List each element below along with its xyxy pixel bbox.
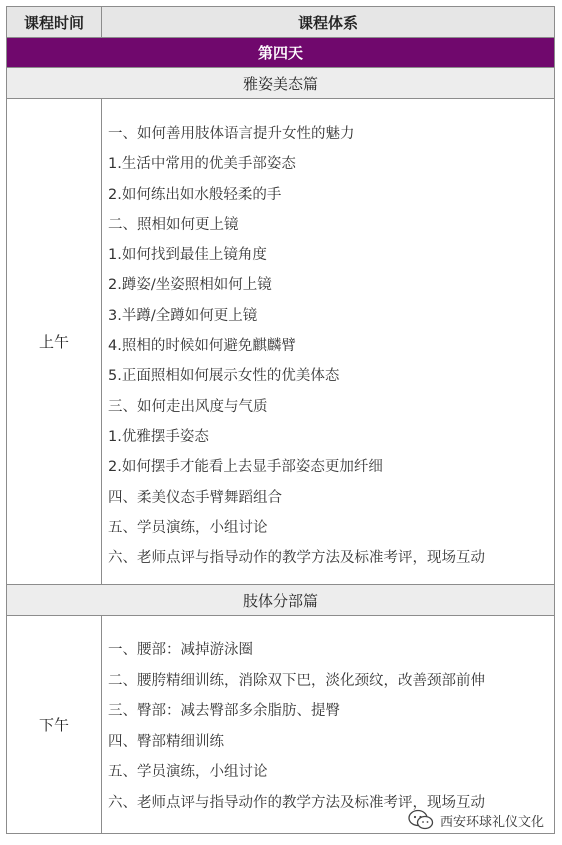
list-item: 1.生活中常用的优美手部姿态 bbox=[108, 156, 296, 173]
list-item: 2.如何练出如水般轻柔的手 bbox=[108, 186, 282, 203]
day-title: 第四天 bbox=[6, 38, 555, 68]
list-item: 一、腰部：减掉游泳圈 bbox=[108, 642, 253, 658]
header-time: 课程时间 bbox=[7, 7, 102, 37]
list-item: 三、臀部：减去臀部多余脂肪、提臀 bbox=[108, 703, 340, 719]
morning-time: 上午 bbox=[7, 99, 102, 584]
afternoon-row bbox=[6, 616, 555, 834]
morning-row bbox=[6, 99, 555, 585]
morning-items bbox=[102, 99, 554, 584]
afternoon-section-title: 肢体分部篇 bbox=[6, 585, 555, 616]
list-item: 三、如何走出风度与气质 bbox=[108, 398, 268, 415]
table-header bbox=[6, 6, 555, 38]
afternoon-time: 下午 bbox=[7, 616, 102, 833]
watermark-text: 西安环球礼仪文化 bbox=[439, 814, 544, 830]
list-item: 五、学员演练，小组讨论 bbox=[108, 764, 268, 780]
list-item: 五、学员演练，小组讨论 bbox=[108, 519, 268, 536]
list-item: 六、老师点评与指导动作的教学方法及标准考评，现场互动 bbox=[108, 550, 485, 567]
list-item: 4.照相的时候如何避免麒麟臂 bbox=[108, 338, 296, 355]
list-item: 六、老师点评与指导动作的教学方法及标准考评，现场互动 bbox=[108, 794, 485, 811]
morning-section-title: 雅姿美态篇 bbox=[6, 68, 555, 99]
header-system: 课程体系 bbox=[297, 13, 358, 32]
watermark bbox=[408, 809, 544, 831]
list-item: 1.如何找到最佳上镜角度 bbox=[108, 247, 267, 264]
course-table bbox=[6, 6, 555, 834]
wechat-icon bbox=[408, 809, 434, 831]
list-item: 一、如何善用肢体语言提升女性的魅力 bbox=[108, 126, 355, 142]
list-item: 二、照相如何更上镜 bbox=[108, 216, 239, 233]
list-item: 2.如何摆手才能看上去显手部姿态更加纤细 bbox=[108, 459, 383, 476]
list-item: 四、臀部精细训练 bbox=[108, 733, 224, 750]
list-item: 二、腰胯精细训练，消除双下巴，淡化颈纹，改善颈部前伸 bbox=[108, 672, 485, 689]
list-item: 5.正面照相如何展示女性的优美体态 bbox=[108, 368, 340, 385]
list-item: 1.优雅摆手姿态 bbox=[108, 428, 209, 445]
afternoon-items bbox=[102, 616, 554, 833]
list-item: 3.半蹲/全蹲如何更上镜 bbox=[108, 307, 258, 324]
list-item: 2.蹲姿/坐姿照相如何上镜 bbox=[108, 277, 272, 294]
list-item: 四、柔美仪态手臂舞蹈组合 bbox=[108, 489, 282, 506]
